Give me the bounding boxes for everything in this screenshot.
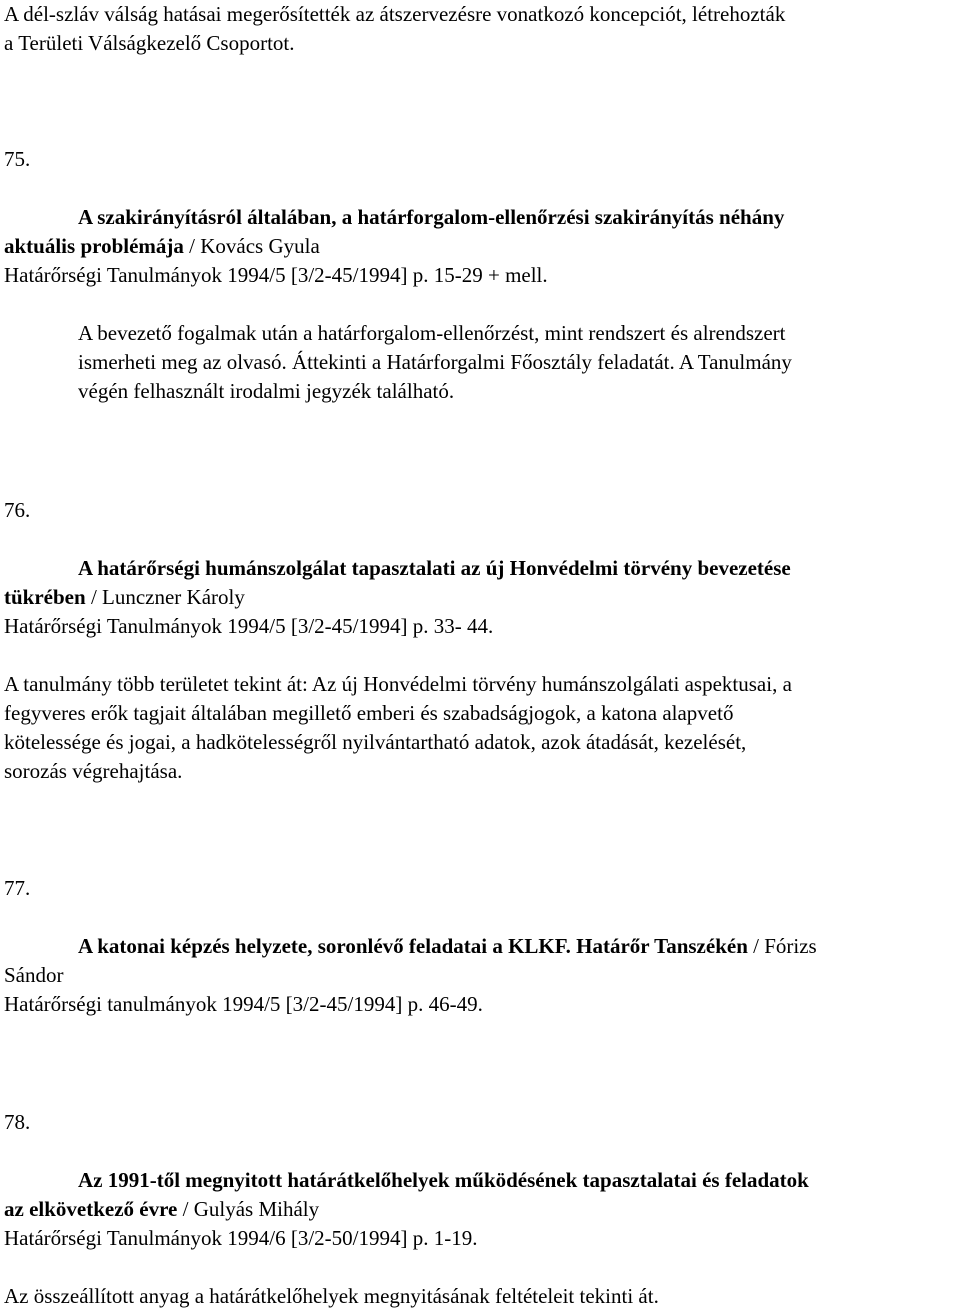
entry-source-78: Határőrségi Tanulmányok 1994/6 [3/2-50/1994] p. 1-19.	[4, 1226, 478, 1250]
entry-title-78-line-1: Az 1991-től megnyitott határátkelőhelyek működésének tapasztalatai és feladatok	[78, 1168, 809, 1192]
entry-abstract-76-line-3: kötelessége és jogai, a hadkötelességről nyilvántartható adatok, azok átadását, kezelését,	[4, 730, 747, 754]
entry-title-76-bold: tükrében	[4, 585, 86, 609]
entry-number-77: 77.	[4, 876, 31, 900]
entry-source-77: Határőrségi tanulmányok 1994/5 [3/2-45/1994] p. 46-49.	[4, 992, 483, 1016]
entry-title-75-line-2	[4, 232, 320, 261]
entry-source-75: Határőrségi Tanulmányok 1994/5 [3/2-45/1994] p. 15-29 + mell.	[4, 263, 548, 287]
entry-abstract-76-line-1: A tanulmány több területet tekint át: Az új Honvédelmi törvény humánszolgálati aspektusai, a	[4, 672, 792, 696]
entry-source-76: Határőrségi Tanulmányok 1994/5 [3/2-45/1994] p. 33- 44.	[4, 614, 494, 638]
entry-number-76: 76.	[4, 498, 31, 522]
entry-abstract-76-line-2: fegyveres erők tagjait általában megillető emberi és szabadságjogok, a katona alapvető	[4, 701, 734, 725]
entry-title-77-bold: A katonai képzés helyzete, soronlévő feladatai a KLKF. Határőr Tanszékén	[78, 934, 748, 958]
entry-title-75-bold: aktuális problémája	[4, 234, 184, 258]
entry-abstract-76-line-4: sorozás végrehajtása.	[4, 759, 183, 783]
entry-title-78-line-2	[4, 1195, 319, 1224]
entry-abstract-75-line-3: végén felhasznált irodalmi jegyzék található.	[78, 379, 455, 403]
entry-abstract-75-line-1: A bevezető fogalmak után a határforgalom-ellenőrzést, mint rendszert és alrendszert	[78, 321, 786, 345]
entry-title-75-line-1: A szakirányításról általában, a határforgalom-ellenőrzési szakirányítás néhány	[78, 205, 785, 229]
entry-number-75: 75.	[4, 147, 31, 171]
intro-line-2: a Területi Válságkezelő Csoportot.	[4, 31, 295, 55]
entry-author-78: / Gulyás Mihály	[177, 1197, 320, 1221]
entry-author-77-part-2: Sándor	[4, 963, 64, 987]
intro-line-1: A dél-szláv válság hatásai megerősítették az átszervezésre vonatkozó koncepciót, létrehozták	[4, 2, 786, 26]
entry-number-78: 78.	[4, 1110, 31, 1134]
entry-title-76-line-2	[4, 583, 245, 612]
entry-author-75: / Kovács Gyula	[183, 234, 320, 258]
entry-title-78-bold: az elkövetkező évre	[4, 1197, 178, 1221]
entry-abstract-78-line-1: Az összeállított anyag a határátkelőhelyek megnyitásának feltételeit tekinti át.	[4, 1284, 659, 1308]
entry-author-76: / Lunczner Károly	[85, 585, 245, 609]
entry-title-76-line-1: A határőrségi humánszolgálat tapasztalati az új Honvédelmi törvény bevezetése	[78, 556, 791, 580]
entry-author-77-part-1: / Fórizs	[747, 934, 817, 958]
entry-title-77-line-1	[78, 932, 817, 961]
entry-abstract-75-line-2: ismerheti meg az olvasó. Áttekinti a Határforgalmi Főosztály feladatát. A Tanulmány	[78, 350, 792, 374]
